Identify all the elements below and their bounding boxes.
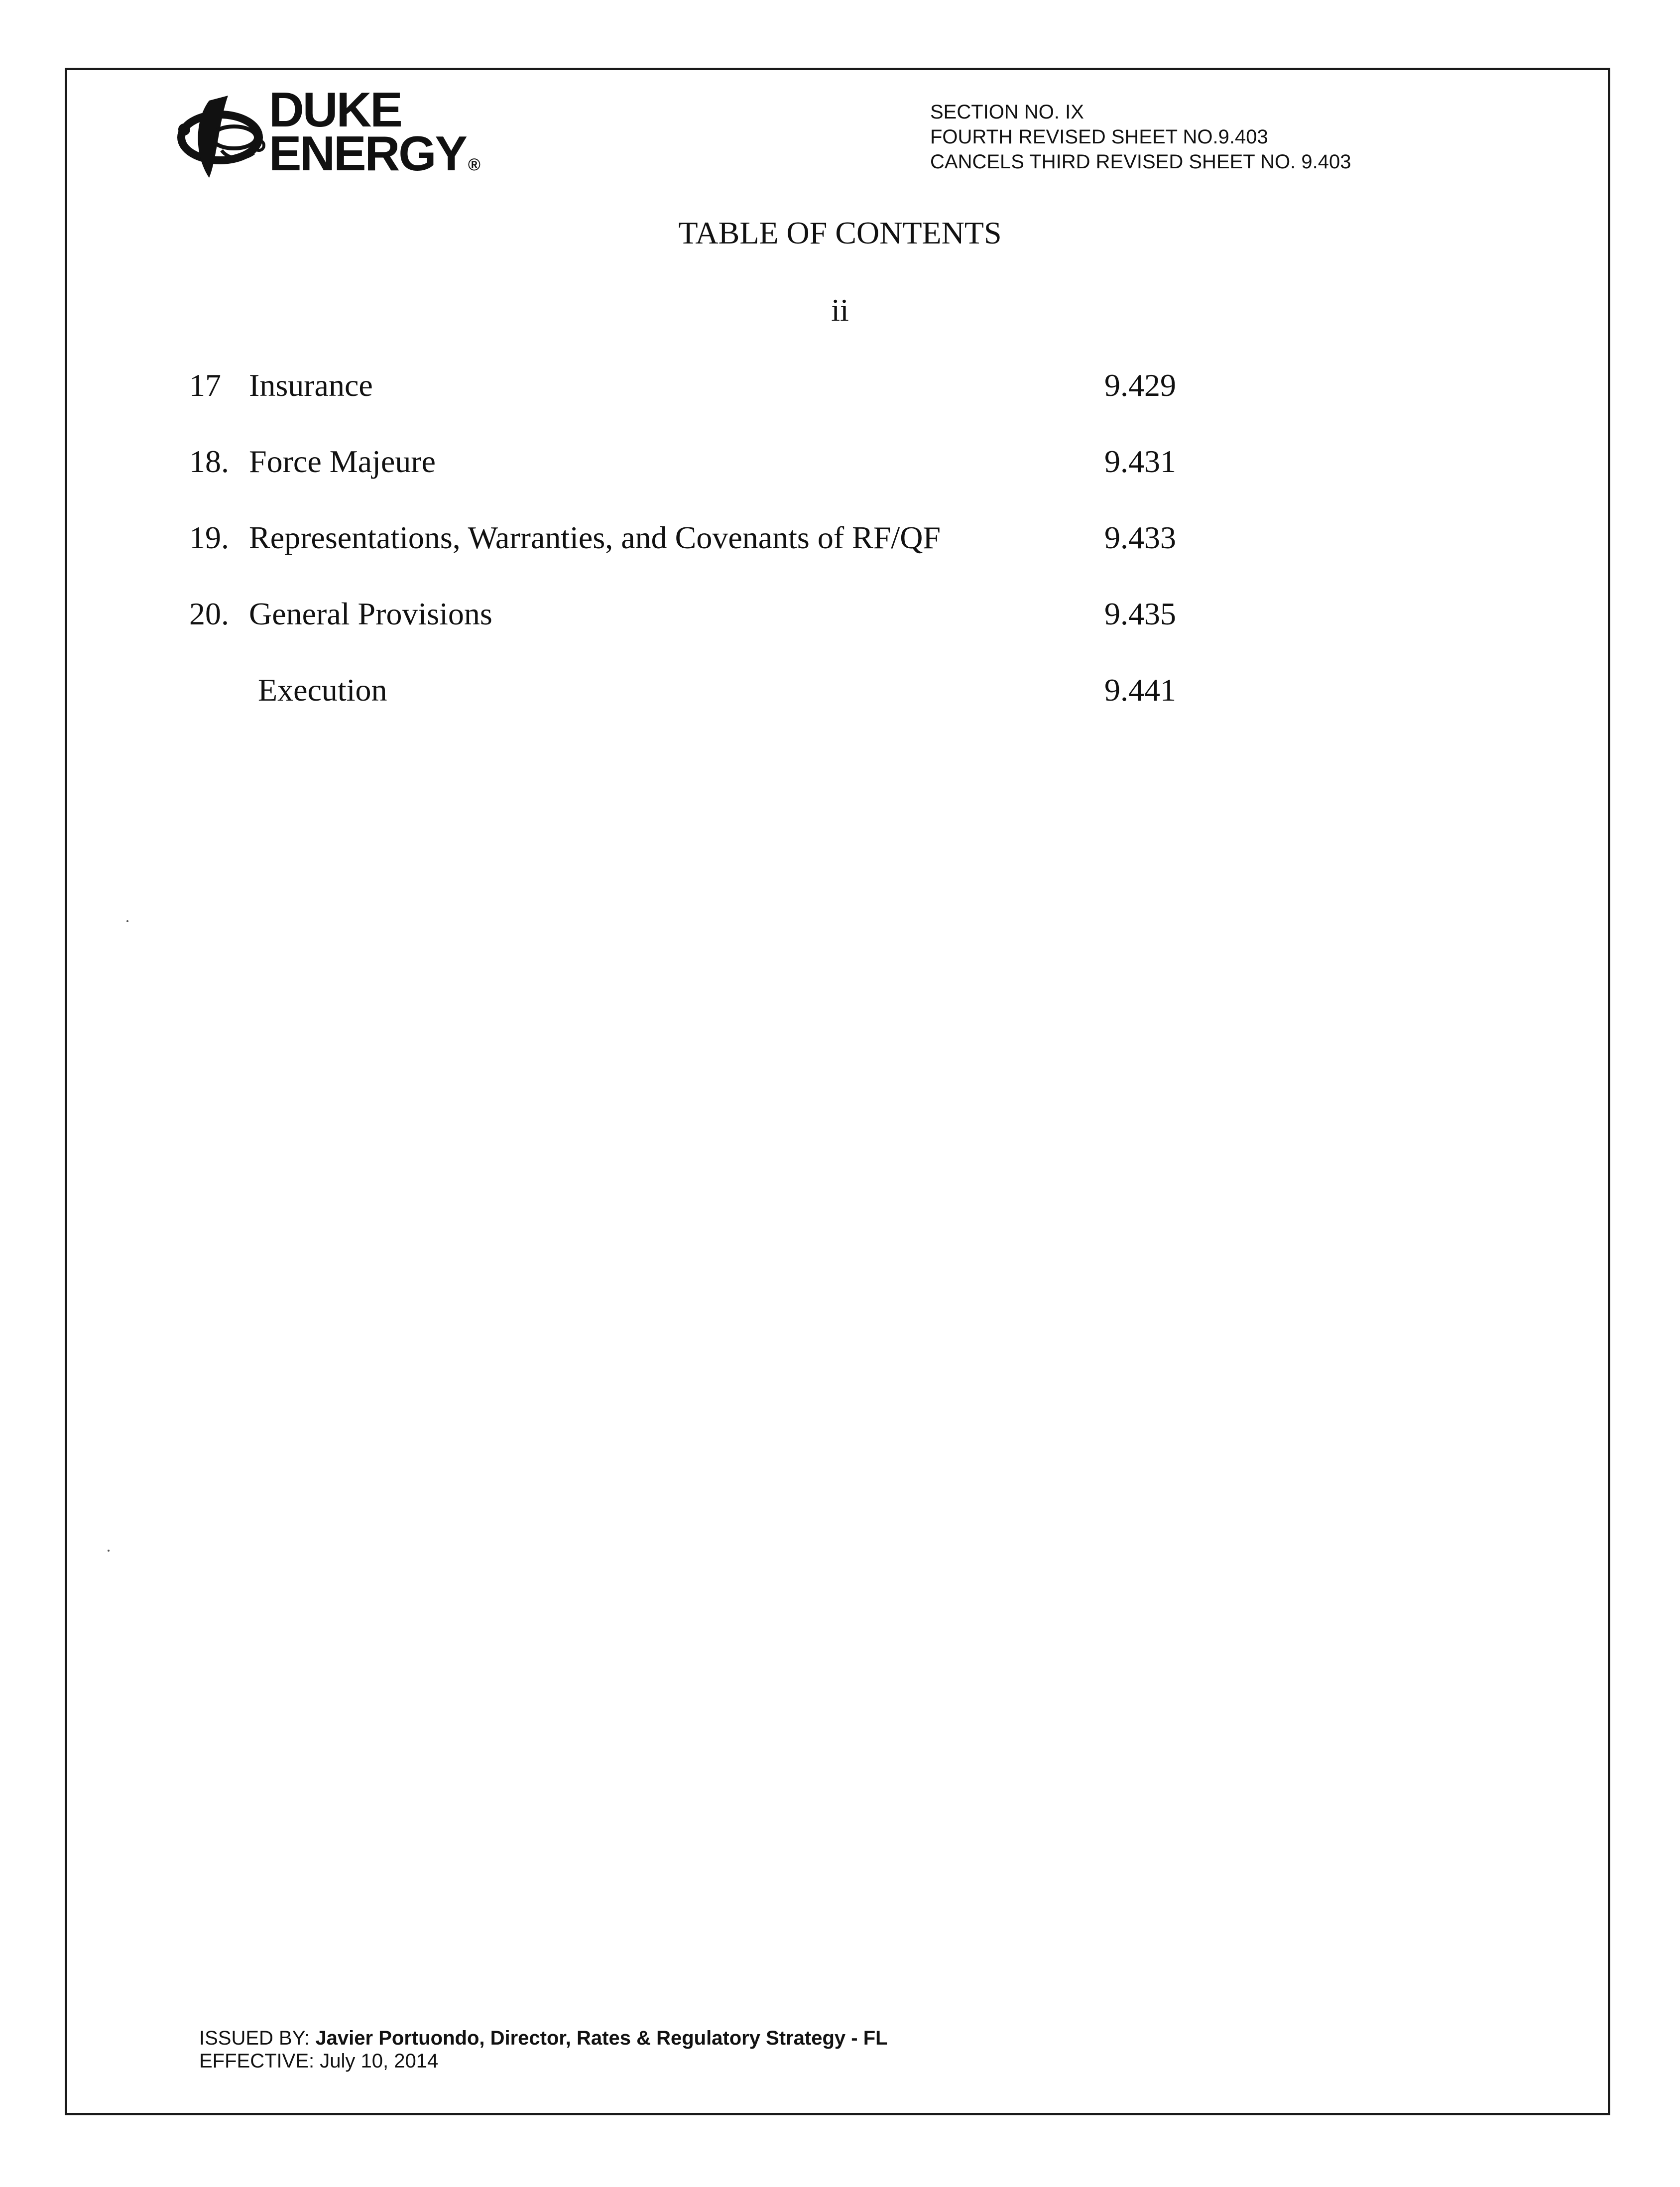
toc-entry	[189, 367, 1185, 444]
registered-mark: ®	[468, 155, 480, 174]
toc-entry-label: Force Majeure	[249, 444, 436, 479]
toc-entry-sheet: 9.433	[1104, 520, 1176, 555]
toc-entry-label: Execution	[258, 672, 387, 708]
logo-line-energy: ENERGY	[269, 126, 466, 181]
logo-wordmark	[269, 82, 480, 187]
sheet-info	[930, 100, 1351, 174]
toc-entry-number: 17	[189, 367, 221, 403]
issued-by-label: ISSUED BY:	[199, 2027, 310, 2049]
effective-line	[199, 2050, 888, 2072]
effective-label: EFFECTIVE:	[199, 2050, 315, 2072]
scan-speck	[126, 920, 128, 922]
toc-entry-label: General Provisions	[249, 596, 492, 631]
footer	[199, 2027, 888, 2072]
issued-by-value: Javier Portuondo, Director, Rates & Regulatory Strategy - FL	[315, 2027, 888, 2049]
duke-energy-logo	[174, 82, 480, 185]
scan-speck	[108, 1550, 110, 1552]
cancels-sheet: CANCELS THIRD REVISED SHEET NO. 9.403	[930, 151, 1351, 173]
toc-entry-number: 19.	[189, 520, 229, 555]
page-number: ii	[831, 292, 849, 328]
toc-entry-label: Representations, Warranties, and Covenants of RF/QF	[249, 520, 941, 555]
toc-entry	[189, 596, 1185, 672]
logo-line-duke: DUKE	[269, 82, 401, 137]
toc-entry-sheet: 9.431	[1104, 444, 1176, 479]
toc-list	[189, 367, 1185, 748]
section-number: SECTION NO. IX	[930, 101, 1084, 123]
toc-entry-label: Insurance	[249, 367, 373, 403]
toc-entry-sheet: 9.441	[1104, 672, 1176, 708]
issued-by-line	[199, 2027, 888, 2050]
toc-entry-number: 18.	[189, 444, 229, 479]
duke-energy-globe-icon	[174, 86, 269, 185]
toc-entry-number: 20.	[189, 596, 229, 631]
toc-entry	[189, 444, 1185, 520]
toc-entry	[189, 520, 1185, 596]
toc-entry-sheet: 9.435	[1104, 596, 1176, 631]
sheet-number: FOURTH REVISED SHEET NO.9.403	[930, 126, 1268, 148]
effective-value: July 10, 2014	[320, 2050, 439, 2072]
toc-entry	[189, 672, 1185, 748]
toc-entry-sheet: 9.429	[1104, 367, 1176, 403]
page-title: TABLE OF CONTENTS	[678, 215, 1002, 250]
